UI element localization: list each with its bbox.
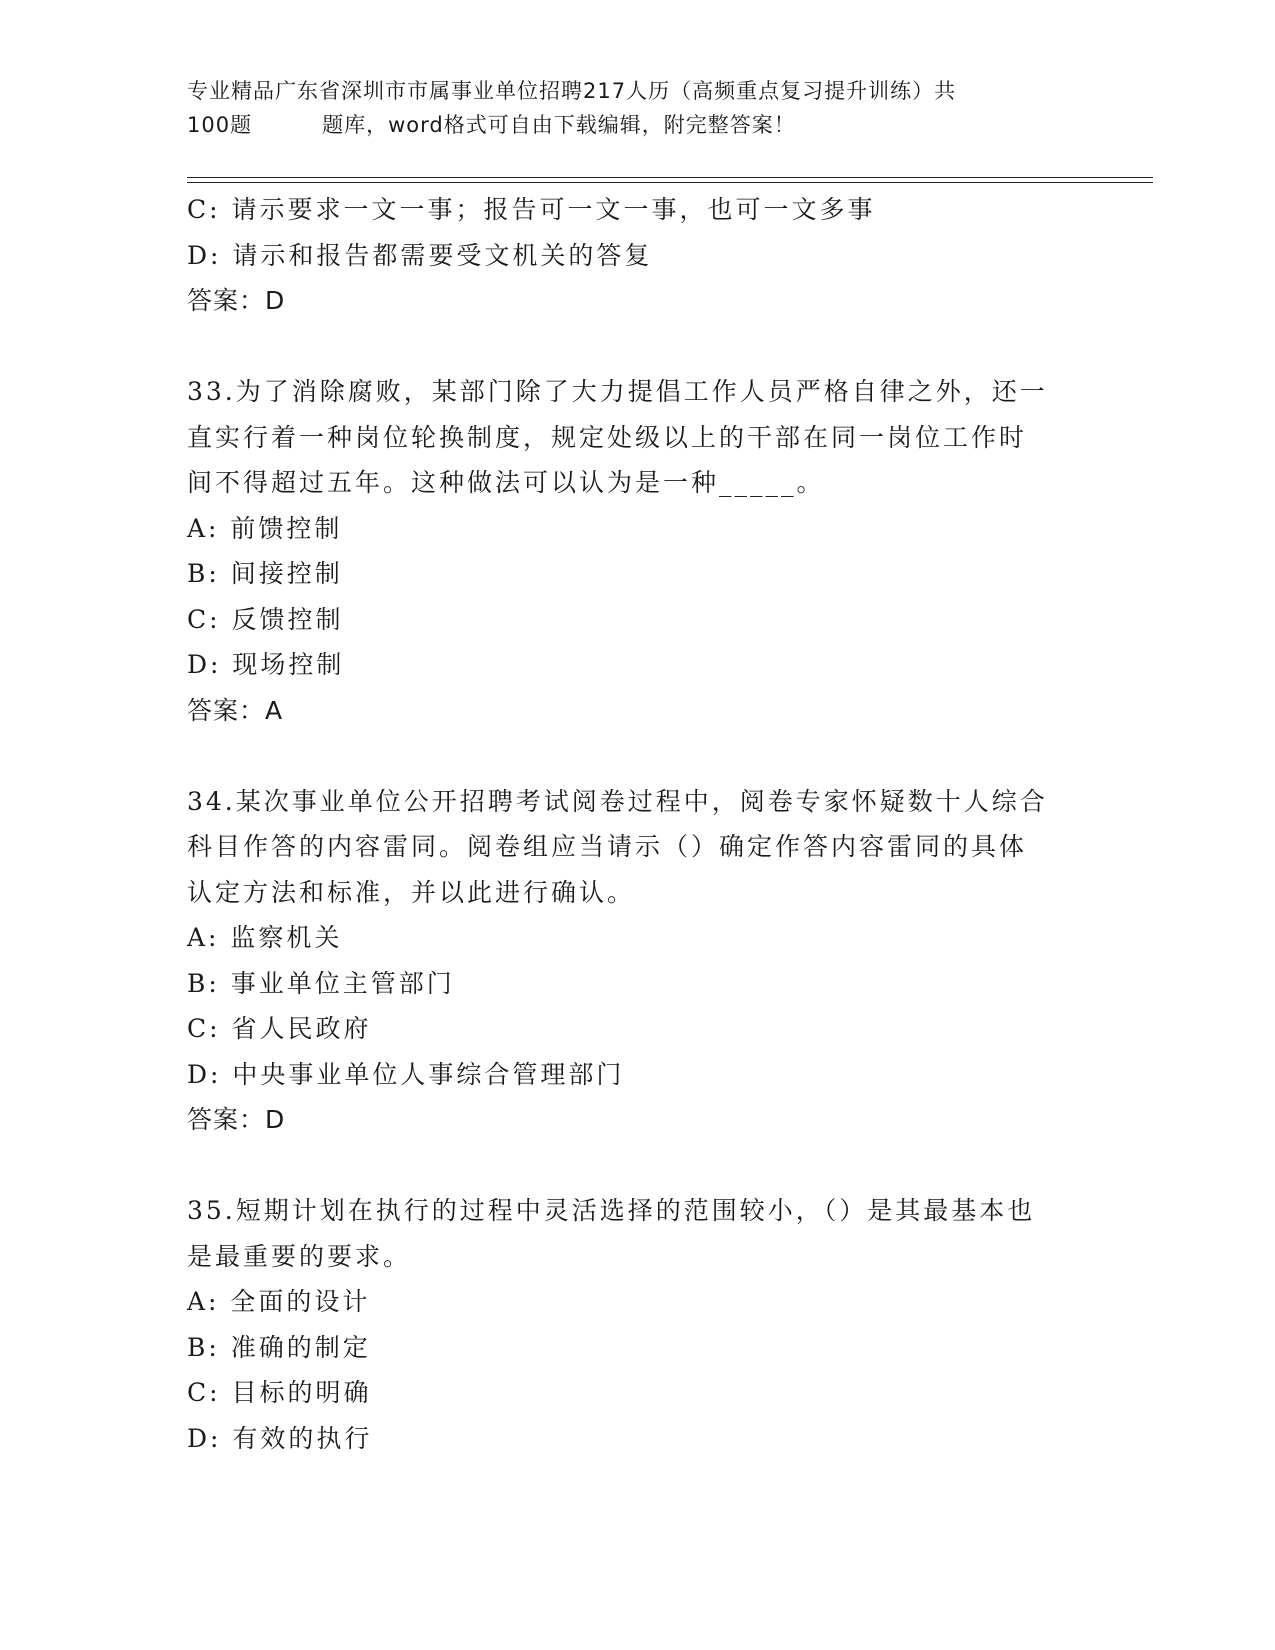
question-35-line-2: 是最重要的要求。: [187, 1241, 412, 1271]
question-35-option-a: A: 全面的设计: [187, 1287, 371, 1316]
prev-answer: 答案：D: [187, 286, 286, 315]
question-33: [187, 369, 1087, 733]
header-count: 100题: [187, 113, 253, 137]
question-34-option-d: D: 中央事业单位人事综合管理部门: [187, 1059, 625, 1089]
question-33-option-a: A: 前馈控制: [187, 513, 343, 543]
question-content: [187, 187, 1087, 1461]
header-description: 题库，word格式可自由下载编辑，附完整答案！: [322, 113, 796, 137]
question-33-option-d: D: 现场控制: [187, 650, 345, 679]
header-rule-top: [187, 177, 1153, 178]
question-35-line-1: 35.短期计划在执行的过程中灵活选择的范围较小，（）是其最基本也: [187, 1196, 1036, 1225]
question-34-line-1: 34.某次事业单位公开招聘考试阅卷过程中，阅卷专家怀疑数十人综合: [187, 786, 1048, 816]
question-34-line-3: 认定方法和标准，并以此进行确认。: [187, 877, 636, 907]
question-33-line-2: 直实行着一种岗位轮换制度，规定处级以上的干部在同一岗位工作时: [187, 422, 1028, 452]
header-line-1: 专业精品广东省深圳市市属事业单位招聘217人历（高频重点复习提升训练）共: [187, 79, 957, 103]
question-35: [187, 1188, 1087, 1461]
header-rule-bottom: [187, 182, 1153, 183]
header-line-2: [187, 108, 1087, 142]
question-34: [187, 779, 1087, 1143]
question-33-option-c: C: 反馈控制: [187, 604, 344, 634]
question-34-answer: 答案：D: [187, 1105, 286, 1134]
document-header: [187, 74, 1087, 142]
question-33-answer: 答案：A: [187, 695, 284, 725]
question-35-option-b: B: 准确的制定: [187, 1332, 371, 1362]
question-33-option-b: B: 间接控制: [187, 559, 343, 588]
question-35-option-d: D: 有效的执行: [187, 1423, 373, 1453]
question-35-option-c: C: 目标的明确: [187, 1378, 372, 1407]
question-34-option-b: B: 事业单位主管部门: [187, 968, 455, 998]
question-34-option-c: C: 省人民政府: [187, 1014, 372, 1043]
question-34-line-2: 科目作答的内容雷同。阅卷组应当请示（）确定作答内容雷同的具体: [187, 832, 1028, 861]
prev-option-c: C: 请示要求一文一事；报告可一文一事，也可一文多事: [187, 195, 876, 224]
question-33-line-3: 间不得超过五年。这种做法可以认为是一种_____。: [187, 468, 825, 497]
prev-option-d: D: 请示和报告都需要受文机关的答复: [187, 240, 653, 270]
question-34-option-a: A: 监察机关: [187, 923, 343, 952]
question-33-line-1: 33.为了消除腐败，某部门除了大力提倡工作人员严格自律之外，还一: [187, 377, 1048, 406]
